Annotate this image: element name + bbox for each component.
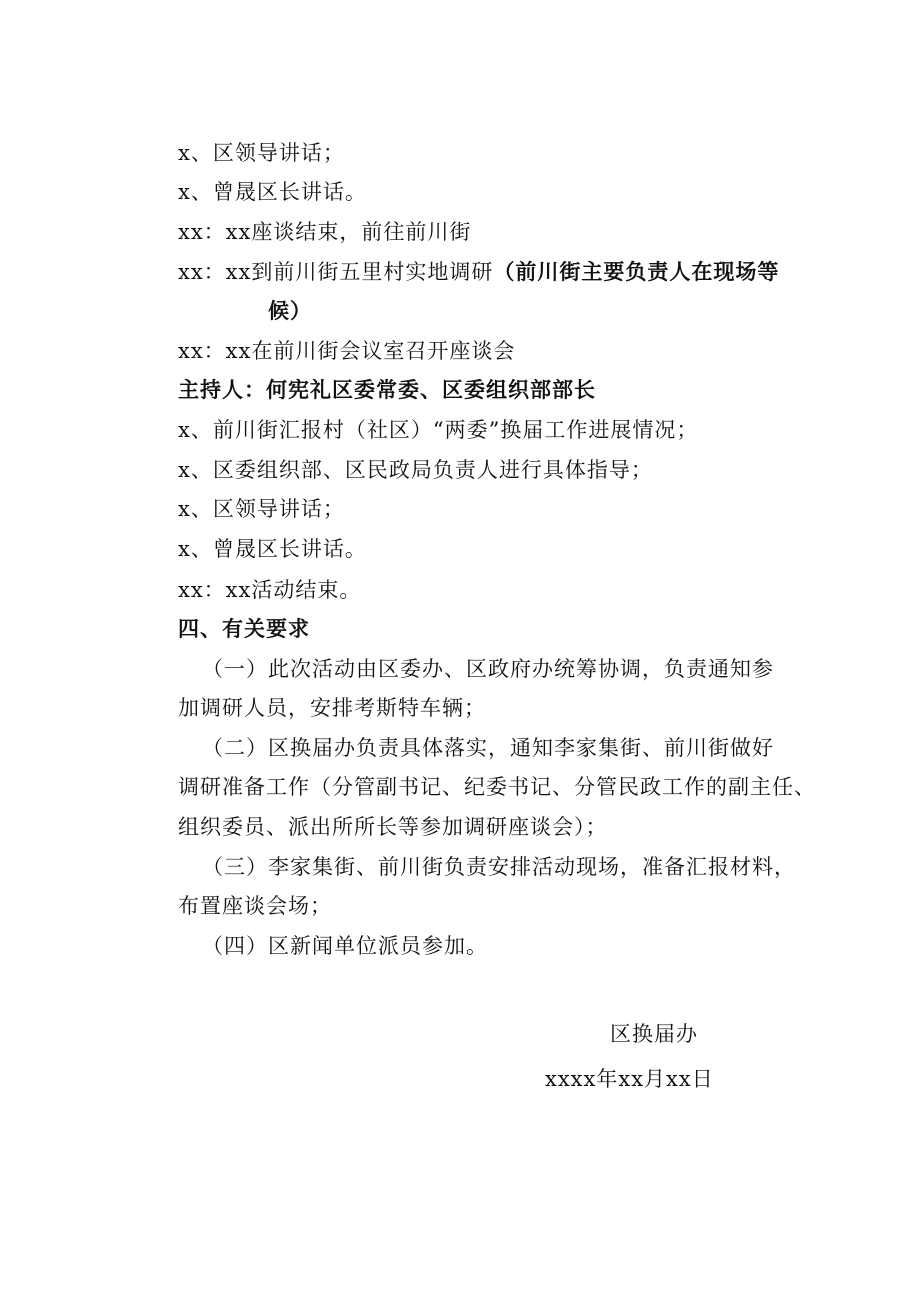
signature-office: 区换届办 [610, 1022, 698, 1046]
requirement-4-line-1: （四）区新闻单位派员参加。 [202, 934, 488, 958]
meeting-item-guidance: x、区委组织部、区民政局负责人进行具体指导； [178, 458, 653, 482]
requirement-3-line-1: （三）李家集街、前川街负责安排活动现场，准备汇报材料， [202, 855, 796, 879]
requirement-2-line-1: （二）区换届办负责具体落实，通知李家集街、前川街做好 [202, 736, 774, 760]
site-visit-note: （前川街主要负责人在现场等 [493, 259, 780, 284]
signature-date: xxxx年xx月xx日 [545, 1067, 714, 1091]
meeting-item-report: x、前川街汇报村（社区）“两委”换届工作进展情况； [178, 418, 699, 442]
meeting-item-mayor-speech: x、曾晟区长讲话。 [178, 537, 367, 561]
requirement-3-line-2: 布置座谈会场； [178, 894, 332, 918]
agenda-item-forum-end: xx：xx座谈结束，前往前川街 [178, 220, 472, 244]
agenda-item-mayor-speech: x、曾晟区长讲话。 [178, 180, 367, 204]
requirements-heading: 四、有关要求 [178, 616, 310, 641]
requirement-1-line-2: 加调研人员，安排考斯特车辆； [178, 696, 486, 720]
agenda-item-site-visit [178, 257, 779, 287]
site-visit-text: xx：xx到前川街五里村实地调研 [178, 260, 494, 284]
agenda-item-meeting: xx：xx在前川街会议室召开座谈会 [178, 339, 516, 363]
site-visit-note-continued: 候） [268, 298, 312, 323]
agenda-item-activity-end: xx：xx活动结束。 [178, 578, 362, 602]
agenda-item-leader-speech: x、区领导讲话； [178, 141, 345, 165]
requirement-1-line-1: （一）此次活动由区委办、区政府办统筹协调，负责通知参 [202, 657, 774, 681]
meeting-item-leader-speech: x、区领导讲话； [178, 497, 345, 521]
requirement-2-line-3: 组织委员、派出所所长等参加调研座谈会）； [178, 815, 608, 839]
meeting-host: 主持人：何宪礼区委常委、区委组织部部长 [178, 377, 596, 402]
requirement-2-line-2: 调研准备工作（分管副书记、纪委书记、分管民政工作的副主任、 [178, 775, 816, 799]
